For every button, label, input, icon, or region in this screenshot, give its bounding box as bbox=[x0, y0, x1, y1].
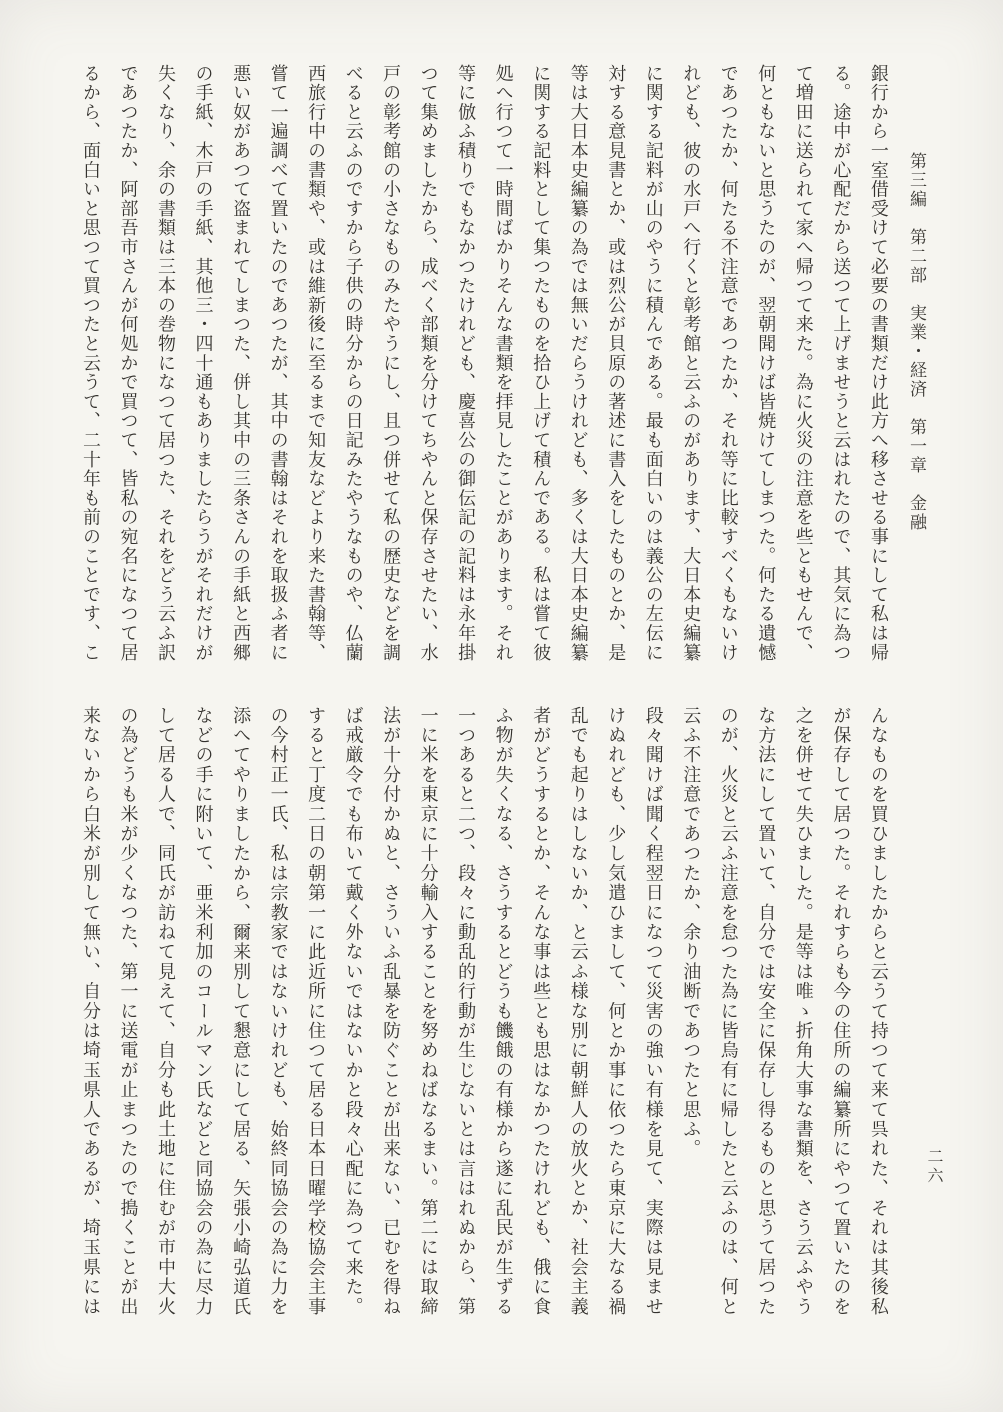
text-column: などの手に附いて、亜米利加のコールマン氏などと同協会の為に尽力 bbox=[193, 706, 214, 1317]
text-column: に関する記料として集つたものを拾ひ上げて積んである。私は嘗て彼 bbox=[531, 64, 552, 663]
text-column: な方法にして置いて、自分では安全に保存し得るものと思うて居つた bbox=[756, 706, 777, 1317]
text-column: 云ふ不注意であつたか、余り油断であつたと思ふ。 bbox=[681, 706, 702, 1160]
text-column: 等に倣ふ積りでもなかつたけれども、慶喜公の御伝記の記料は永年掛 bbox=[456, 64, 477, 663]
page-number: 二六 bbox=[925, 1148, 942, 1186]
text-column: 法が十分付かぬと、さういふ乱暴を防ぐことが出来ない、已むを得ね bbox=[381, 706, 402, 1317]
text-column: 者がどうするとか、そんな事は些とも思はなかつたけれども、俄に食 bbox=[531, 706, 552, 1317]
text-column: る。途中が心配だから送つて上げませうと云はれたので、其気に為つ bbox=[831, 64, 852, 663]
text-column: 処へ行つて一時間ばかりそんな書類を拝見したことがあります。それ bbox=[493, 64, 514, 663]
text-column: んなものを買ひましたからと云うて持つて来て呉れた、それは其後私 bbox=[868, 706, 889, 1317]
chapter-header: 第三編 第二部 実業・経済 第一章 金融 bbox=[907, 152, 926, 532]
text-column: 銀行から一室借受けて必要の書類だけ此方へ移させる事にして私は帰 bbox=[868, 64, 889, 663]
text-column: 段々聞けば聞く程翌日になつて災害の強い有様を見て、実際は見ませ bbox=[643, 706, 664, 1317]
text-column: れども、彼の水戸へ行くと彰考館と云ふのがあります、大日本史編纂 bbox=[681, 64, 702, 663]
text-column: けぬれども、少し気遣ひまして、何とか事に依つたら東京に大なる禍 bbox=[606, 706, 627, 1317]
text-column: 乱でも起りはしないか、と云ふ様な別に朝鮮人の放火とか、社会主義 bbox=[568, 706, 589, 1317]
text-column: の今村正一氏、私は宗教家ではないけれども、始終同協会の為に力を bbox=[268, 706, 289, 1317]
text-column: 悪い奴があつて盗まれてしまつた、併し其中の三条さんの手紙と西郷 bbox=[231, 64, 252, 663]
text-column: して居る人で、同氏が訪ねて見えて、自分も此土地に住むが市中大火 bbox=[156, 706, 177, 1317]
text-block-bottom bbox=[82, 706, 888, 1322]
text-block-top bbox=[82, 64, 888, 664]
text-column: 戸の彰考館の小さなものみたやうにし、且つ併せて私の歴史などを調 bbox=[381, 64, 402, 663]
text-column: であつたか、阿部吾市さんが何処かで買つて、皆私の宛名になつて居 bbox=[118, 64, 139, 663]
text-column: 一に米を東京に十分輸入することを努めねばなるまい。第二には取締 bbox=[418, 706, 439, 1317]
text-column: に関する記料が山のやうに積んである。最も面白いのは義公の左伝に bbox=[643, 64, 664, 663]
text-column: すると丁度二日の朝第一に此近所に住つて居る日本日曜学校協会主事 bbox=[306, 706, 327, 1317]
text-column: つて集めましたから、成べく部類を分けてちやんと保存させたい、水 bbox=[418, 64, 439, 663]
text-column: べると云ふのですから子供の時分からの日記みたやうなものや、仏蘭 bbox=[343, 64, 364, 663]
text-column: のが、火災と云ふ注意を怠つた為に皆烏有に帰したと云ふのは、何と bbox=[718, 706, 739, 1317]
text-column: 嘗て一遍調べて置いたのであつたが、其中の書翰はそれを取扱ふ者に bbox=[268, 64, 289, 663]
text-column: 何ともないと思うたのが、翌朝聞けば皆焼けてしまつた。何たる遺憾 bbox=[756, 64, 777, 663]
text-column: が保存して居つた。それすらも今の住所の編纂所にやつて置いたのを bbox=[831, 706, 852, 1317]
text-column: 等は大日本史編纂の為では無いだらうけれども、多くは大日本史編纂 bbox=[568, 64, 589, 663]
text-column: の手紙、木戸の手紙、其他三・四十通もありましたらうがそれだけが bbox=[193, 64, 214, 663]
text-column: 失くなり、余の書類は三本の巻物になつて居つた、それをどう云ふ訳 bbox=[156, 64, 177, 663]
text-column: 添へてやりましたから、爾来別して懇意にして居る、矢張小崎弘道氏 bbox=[231, 706, 252, 1317]
text-column: て増田に送られて家へ帰つて来た。為に火災の注意を些ともせんで、 bbox=[793, 64, 814, 663]
text-column: るから、面白いと思つて買つたと云うて、二十年も前のことです、こ bbox=[81, 64, 101, 663]
text-column: 之を併せて失ひました。是等は唯ゝ折角大事な書類を、さう云ふやう bbox=[793, 706, 814, 1317]
text-column: であつたか、何たる不注意であつたか、それ等に比較すべくもないけ bbox=[718, 64, 739, 663]
text-column: ば戒厳令でも布いて戴く外ないではないかと段々心配に為つて来た。 bbox=[343, 706, 364, 1317]
text-column: 対する意見書とか、或は烈公が貝原の著述に書入をしたものとか、是 bbox=[606, 64, 627, 663]
text-column: 西旅行中の書類や、或は維新後に至るまで知友などより来た書翰等、 bbox=[306, 64, 327, 663]
text-column: 来ないから白米が別して無い、自分は埼玉県人であるが、埼玉県には bbox=[81, 706, 101, 1317]
text-column: の為どうも米が少くなつた、第一に送電が止まつたので搗くことが出 bbox=[118, 706, 139, 1317]
text-column: ふ物が失くなる、さうするとどうも饑餓の有様から遂に乱民が生ずる bbox=[493, 706, 514, 1317]
text-column: 一つあると二つ、段々に動乱的行動が生じないとは言はれぬから、第 bbox=[456, 706, 477, 1317]
